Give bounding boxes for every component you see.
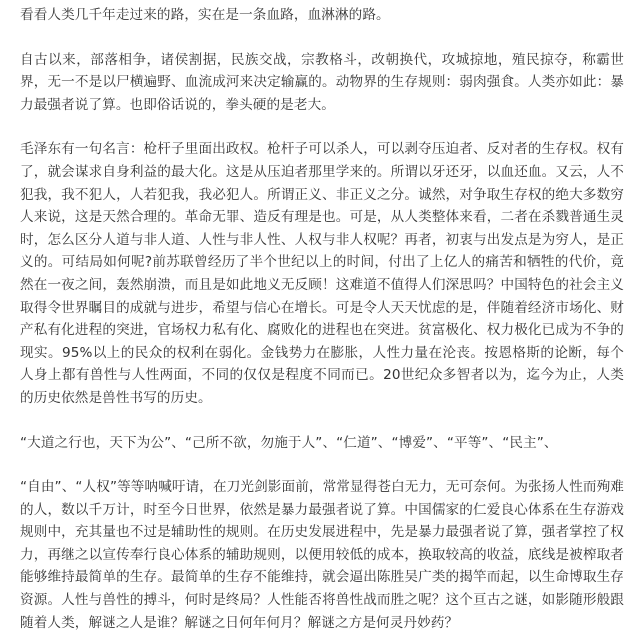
article-body <box>20 4 624 634</box>
paragraph-history: 自古以来，部落相争，诸侯割据，民族交战，宗教格斗，改朝换代，攻城掠地，殖民掠夺，称霸世界，无一不是以尸横遍野、血流成河来决定输赢的。动物界的生存规则：弱肉强食。人类亦如此：暴 力最强者说了算。也即俗话说的，拳头硬的是老大。 <box>20 51 624 113</box>
paragraph-gap <box>20 410 624 432</box>
paragraph-gap <box>20 116 624 138</box>
paragraph-gap <box>20 454 624 476</box>
paragraph-slogans: “大道之行也，天下为公”、“己所不欲，勿施于人”、“仁道”、“博爱”、“平等”、“民主”、 <box>20 434 558 451</box>
paragraph-conclusion: “自由”、“人权”等等呐喊吁请，在刀光剑影面前，常常显得苍白无力，无可奈何。为张扬人性而殉难的人，数以千万计，时至今日世界，依然是暴力最强者说了算。中国儒家的仁爱良心体系在生存游戏规则中，充其量也不过是辅助性的规则。在历史发展进程中，先是暴力最强者说了算，强者掌控了权力，再继之以宣传奉行良心体系的辅助规则，以便用较低的成本，换取较高的收益，底线是被榨取者能够维持最简单的生存。最简单的生存不能维持，就会逼出陈胜吴广类的揭竿而起，以生命博取生存资源。人性与兽性的搏斗，何时是终局？人性能否将兽性战而胜之呢？这个亘古之谜，如影随形般跟随着人类，解谜之人是谁？解谜之日何年何月？解谜之方是何灵丹妙药？ <box>20 479 624 631</box>
paragraph-mao-quote: 毛泽东有一句名言：枪杆子里面出政权。枪杆子可以杀人，可以剥夺压迫者、反对者的生存权。权有了，就会谋求自身利益的最大化。这是从压迫者那里学来的。所谓以牙还牙，以血还血。又云，人不犯我，我不犯人，人若犯我，我必犯人。所谓正义、非正义之分。诚然，对争取生存权的绝大多数穷人来说，这是天然合理的。革命无罪、造反有理是也。可是，从人类整体来看，二者在杀戮普通生灵时，怎么区分人道与非人道、人性与非人性、人权与非人权呢？再者，初衷与出发点是为穷人，是正义的。可结局如何呢?前苏联曾经历了半个世纪以上的时间，付出了上亿人的痛苦和牺牲的代价，竟然在一夜之间，轰然崩溃，而且是如此地义无反顾！这难道不值得人们深思吗？中国特色的社会主义取得令世界瞩目的成就与进步，希望与信心在增长。可是令人天天忧虑的是，伴随着经济市场化、财产私有化进程的突进，官场权力私有化、腐败化的进程也在突进。贫富极化、权力极化已成为不争的现实。95%以上的民众的权利在弱化。金钱势力在膨胀，人性力量在沦丧。按恩格斯的论断，每个人身上都有兽性与人性两面，不同的仅仅是程度不同而已。20世纪众多智者以为，迄今为止，人类的历史依然是兽性书写的历史。 <box>20 141 624 406</box>
paragraph-gap <box>20 27 624 49</box>
paragraph-intro: 看看人类几千年走过来的路，实在是一条血路，血淋淋的路。 <box>20 7 390 23</box>
